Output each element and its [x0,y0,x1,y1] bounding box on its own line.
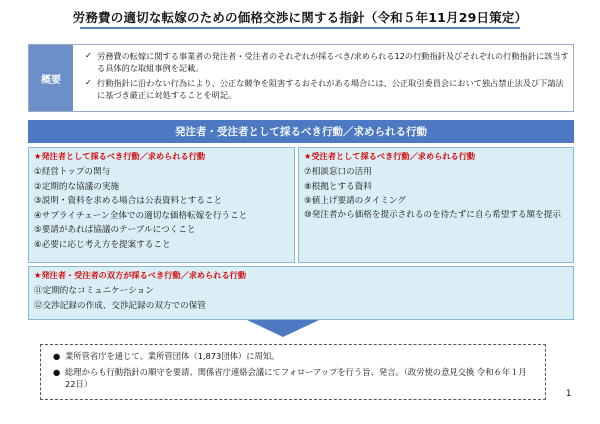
orderer-box [28,147,295,263]
note-text: 業所管省庁を通じて、業所管団体（1,873団体）に周知。 [65,351,280,361]
summary-item [85,50,569,75]
contractor-box [298,147,574,263]
list-item [53,350,537,362]
summary-text: 行動指針に沿わない行為により、公正な競争を阻害するおそれがある場合には、公正取引委員会において独占禁止法及び下請法に基づき厳正に対処することを明記。 [97,77,564,101]
list-item: ⑤要請があれば協議のテーブルにつくこと [34,225,196,236]
list-item: ⑦相談窓口の活用 [304,167,372,177]
list-item: ⑩発注者から価格を提示されるのを待たずに自ら希望する額を提示 [304,209,561,220]
page-title: 労務費の適切な転嫁のための価格交渉に関する指針（令和５年11月29日策定） [72,10,528,25]
summary-list [85,50,569,104]
summary-section [28,44,574,112]
list-item: ③説明・資料を求める場合は公表資料とすること [34,196,223,207]
bullet-icon: ● [53,367,61,378]
both-box [28,266,574,320]
orderer-heading: ★発注者として採るべき行動／求められる行動 [34,151,206,161]
check-icon: ✓ [85,51,92,60]
list-item: ④サプライチェーン全体での適切な価格転嫁を行うこと [34,210,248,221]
page-number: 1 [566,389,572,399]
summary-text: 労務費の転嫁に関する事業者の発注者・受注者のそれぞれが採るべき/求められる12の行動指針及びそれぞれの行動指針に該当する具体的な取組事例を記載。 [97,51,569,74]
list-item: ②定期的な協議の実施 [34,181,120,192]
down-arrow-icon [247,320,319,337]
list-item: ⑫交渉記録の作成、交渉記録の双方での保管 [34,300,206,311]
summary-item [85,77,569,102]
list-item: ①経営トップの関与 [34,167,111,177]
list-item: ⑧根拠とする資料 [304,181,372,192]
both-heading: ★発注者・受注者の双方が採るべき行動／求められる行動 [34,270,247,280]
list-item: ⑥必要に応じ考え方を提案すること [34,239,171,250]
check-icon: ✓ [85,77,92,87]
main-band: 発注者・受注者として採るべき行動／求められる行動 [28,120,574,143]
list-item [53,366,537,390]
note-text: 総理からも行動指針の順守を要請、関係省庁連絡会議にてフォローアップを行う旨、発言。（政労使の意見交換 令和６年１月22日） [65,367,527,390]
list-item: ⑨値上げ要請のタイミング [304,196,406,207]
list-item: ⑪定期的なコミュニケーション [34,286,154,296]
summary-label: 概要 [29,45,73,111]
title-underline [80,27,520,29]
bottom-notes [40,344,546,400]
contractor-heading: ★受注者として採るべき行動／求められる行動 [304,151,476,161]
bullet-icon: ● [53,351,61,361]
